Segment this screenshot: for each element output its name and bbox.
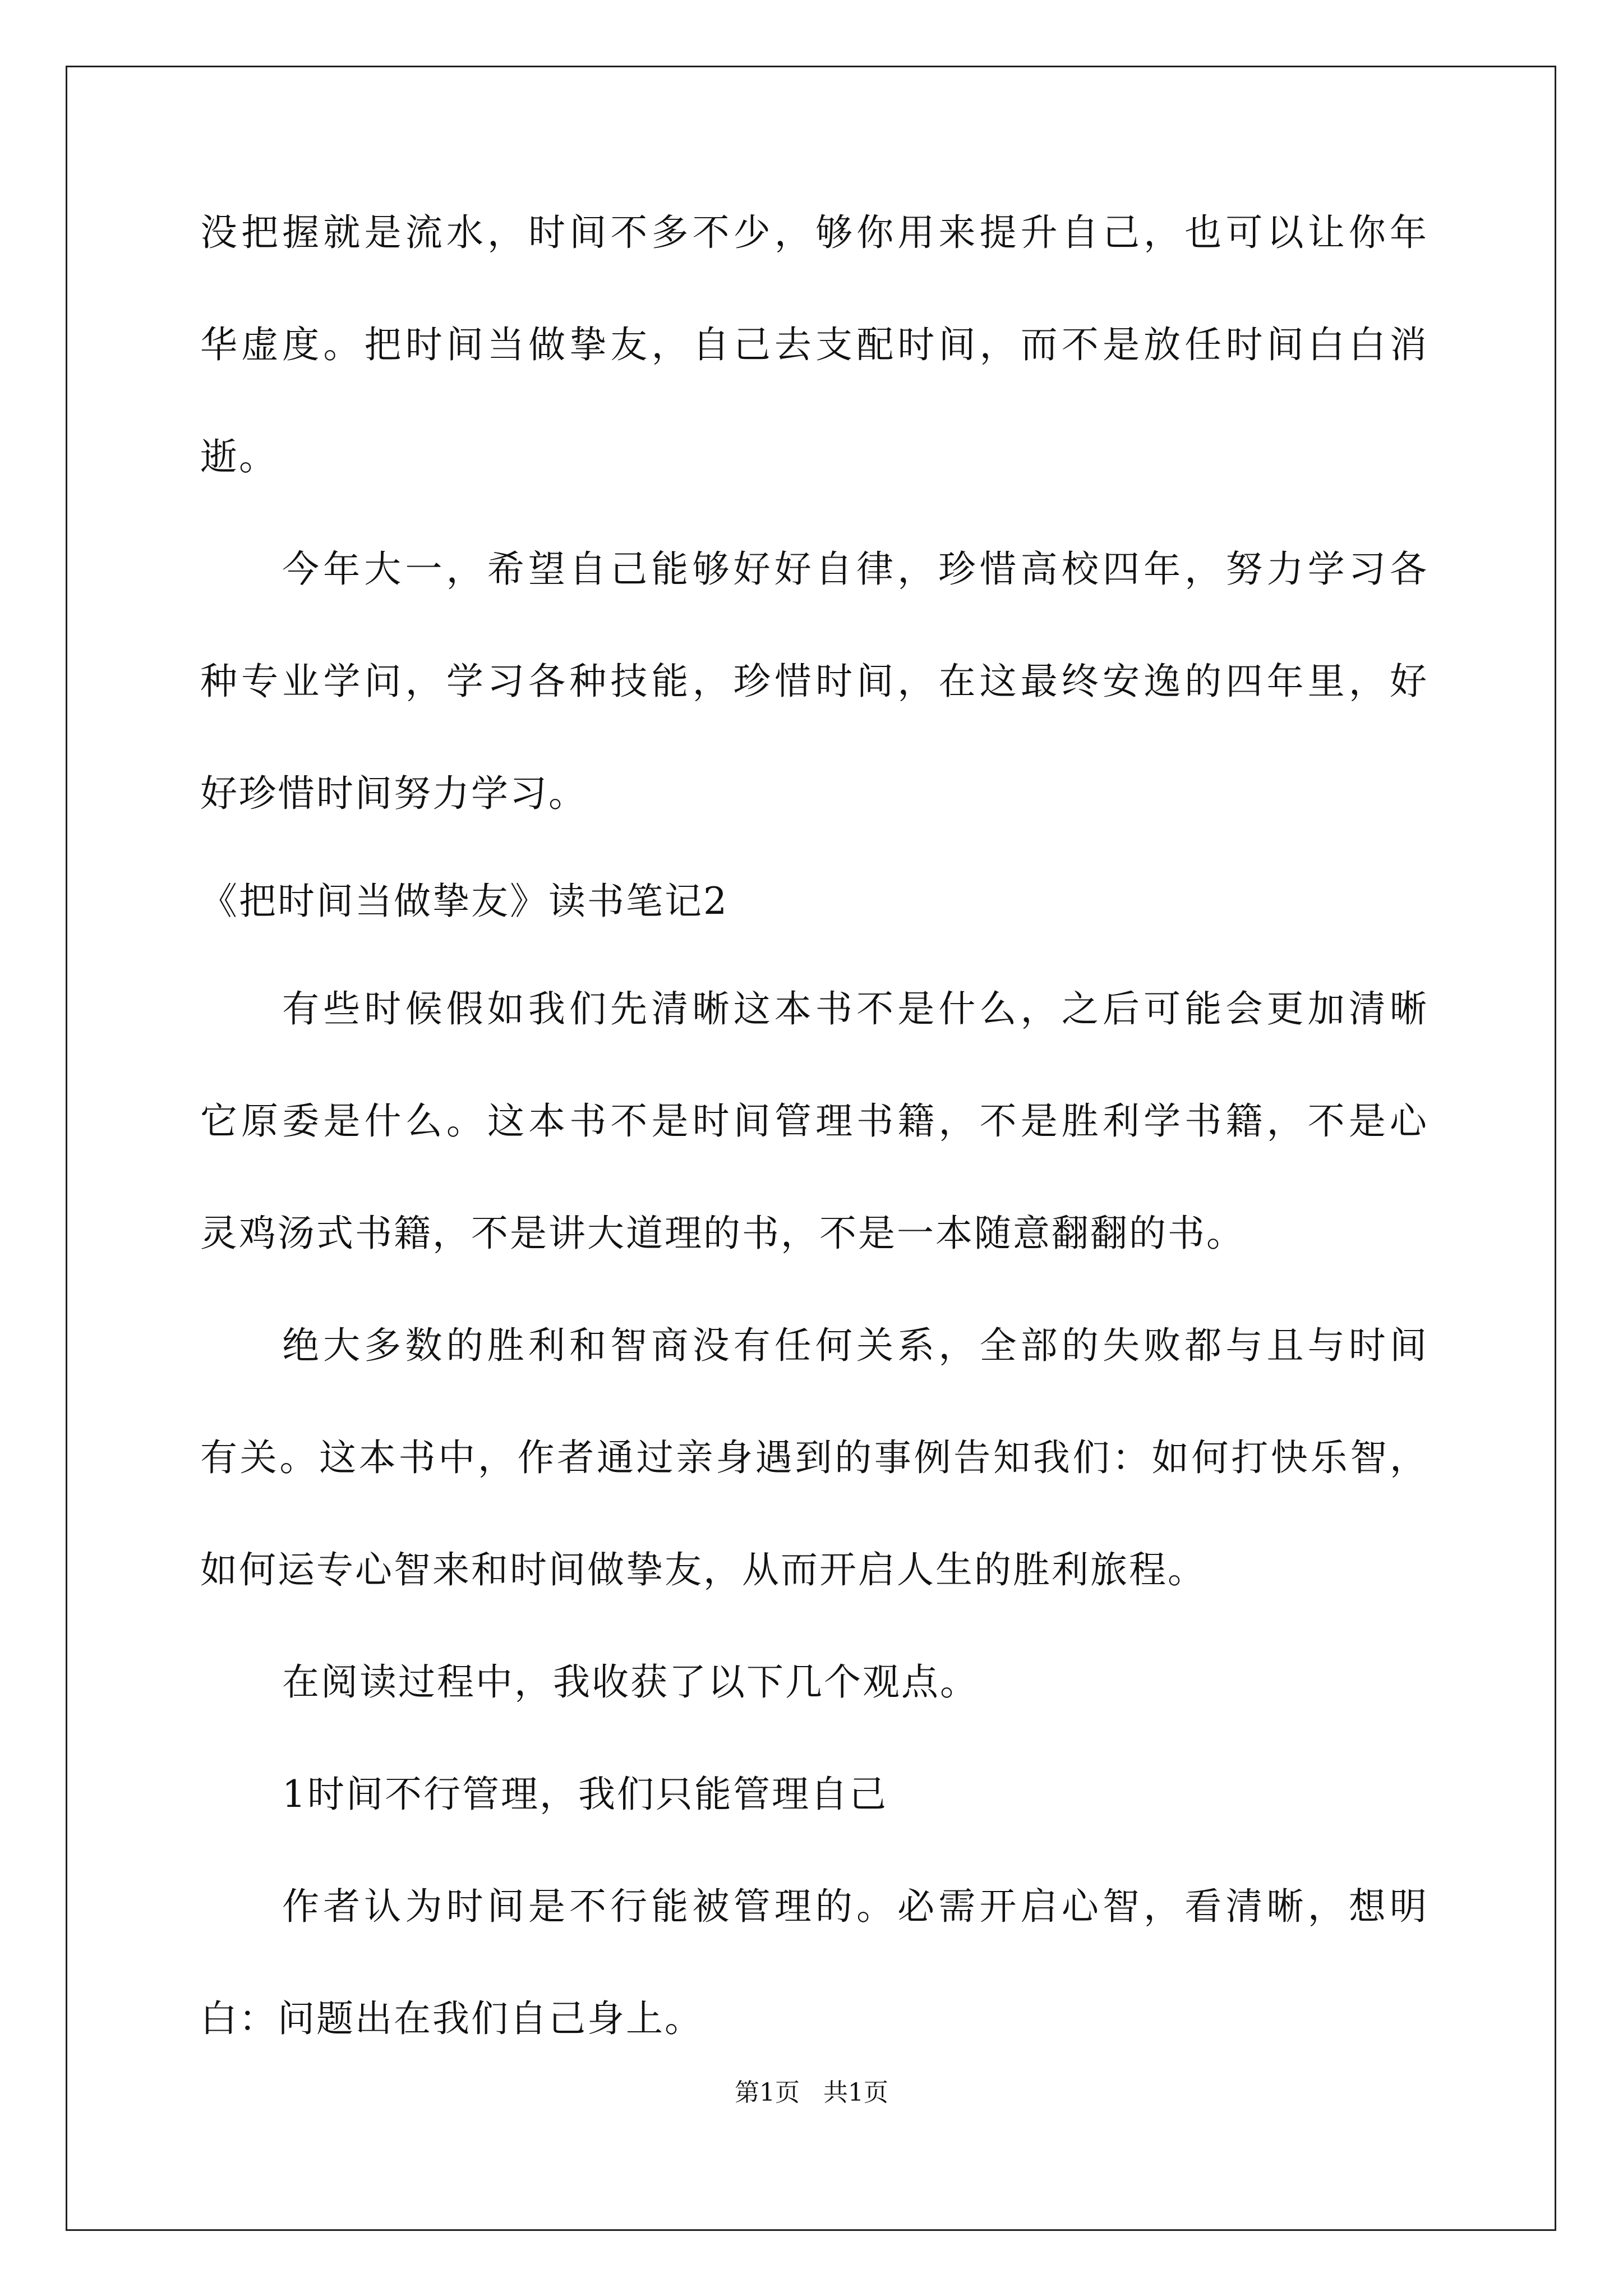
paragraph-line: 灵鸡汤式书籍，不是讲大道理的书，不是一本随意翻翻的书。 [200, 1212, 1245, 1255]
paragraph-line: 种专业学问，学习各种技能，珍惜时间，在这最终安逸的四年里，好 [200, 660, 1428, 703]
page-number: 第1页 [735, 2078, 800, 2107]
subheading: 1时间不行管理，我们只能管理自己 [282, 1773, 888, 1816]
paragraph-line: 作者认为时间是不行能被管理的。必需开启心智，看清晰，想明 [282, 1885, 1428, 1928]
paragraph-line: 白：问题出在我们自己身上。 [200, 1997, 703, 2040]
paragraph-line: 它原委是什么。这本书不是时间管理书籍，不是胜利学书籍，不是心 [200, 1099, 1428, 1143]
paragraph-line: 如何运专心智来和时间做挚友，从而开启人生的胜利旅程。 [200, 1548, 1206, 1591]
paragraph-line: 有关。这本书中，作者通过亲身遇到的事例告知我们：如何打快乐智， [200, 1436, 1428, 1479]
paragraph-line: 逝。 [200, 435, 278, 478]
paragraph-line: 绝大多数的胜利和智商没有任何关系，全部的失败都与且与时间 [282, 1324, 1428, 1367]
paragraph-line: 没把握就是流水，时间不多不少，够你用来提升自己，也可以让你年 [200, 211, 1428, 254]
page-total: 共1页 [823, 2078, 888, 2107]
section-title: 《把时间当做挚友》读书笔记2 [200, 880, 728, 923]
paragraph-line: 有些时候假如我们先清晰这本书不是什么，之后可能会更加清晰 [282, 987, 1428, 1030]
paragraph-line: 好珍惜时间努力学习。 [200, 772, 587, 815]
page-footer [0, 2077, 1623, 2109]
paragraph-line: 华虚度。把时间当做挚友，自己去支配时间，而不是放任时间白白消 [200, 323, 1428, 366]
paragraph-line: 在阅读过程中，我收获了以下几个观点。 [282, 1660, 979, 1704]
paragraph-line: 今年大一，希望自己能够好好自律，珍惜高校四年，努力学习各 [282, 547, 1428, 591]
